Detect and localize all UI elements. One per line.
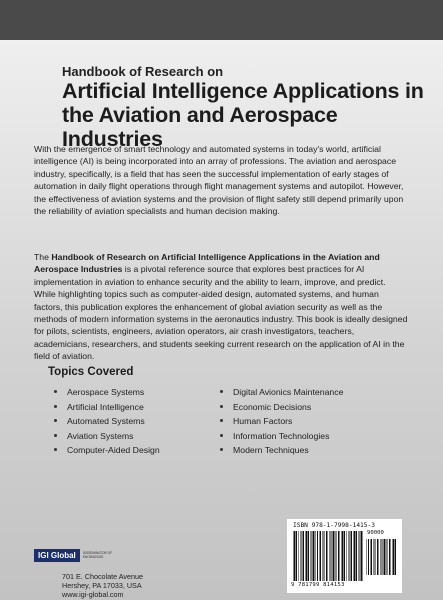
barcode-bar [315, 531, 316, 581]
publisher-logo [34, 546, 124, 564]
barcode-bar [356, 531, 358, 581]
barcode-block [287, 519, 402, 593]
topic-item [54, 429, 160, 444]
barcode-bar [347, 531, 348, 581]
barcode-bar [294, 531, 295, 581]
barcode-bar [361, 531, 363, 581]
barcode-bar [312, 531, 313, 581]
topics-list-right [220, 385, 343, 458]
topic-item [54, 400, 160, 415]
barcode-bar [373, 539, 374, 575]
topic-label: Digital Avionics Maintenance [233, 387, 344, 397]
barcode-bar [322, 531, 323, 581]
book-title: Artificial Intelligence Applications in the Aviation and Aerospace Industries [62, 79, 424, 151]
barcode-bar [360, 531, 361, 581]
topic-item [220, 429, 343, 444]
topic-label: Modern Techniques [233, 445, 309, 455]
barcode-bar [377, 539, 379, 575]
barcode-bar [393, 539, 394, 575]
bullet-icon [220, 419, 223, 422]
topic-item [54, 414, 160, 429]
bullet-icon [54, 390, 57, 393]
addon-price-text: 90000 [367, 530, 384, 536]
barcode-bar [336, 531, 337, 581]
barcode-bar [305, 531, 306, 581]
barcode-bar [387, 539, 388, 575]
book-subtitle: Handbook of Research on [62, 64, 224, 79]
barcode-bar [299, 531, 300, 581]
barcode-bar [303, 531, 305, 581]
bullet-icon [54, 448, 57, 451]
barcode-bar [308, 531, 310, 581]
barcode-bar [344, 531, 346, 581]
paragraph-2-text: is a pivotal reference source that explores best practices for AI implementation in aviation to enhance security and the ability to learn, improve, and predict. While highlighting topics such as computer-aided design, automated systems, and human factors, this publication explores the enhancement of global aviation security as well as the methods of modern information systems in the aeronautics industry. This book is ideally designed for pilots, scientists, engineers, aviation operators, air crash investigators, teachers, academicians, researchers, and students seeking current research on the application of AI in the field of aviation. [34, 264, 408, 362]
barcode-bar [375, 539, 376, 575]
barcode-bar [326, 531, 328, 581]
topic-label: Aerospace Systems [67, 387, 145, 397]
topic-label: Computer-Aided Design [67, 445, 160, 455]
barcode-bar [354, 531, 355, 581]
paragraph-2-prefix: The [34, 252, 52, 262]
barcode-bar [335, 531, 336, 581]
topics-list-left [54, 385, 160, 458]
barcode-bar [384, 539, 386, 575]
barcode-bar [351, 531, 353, 581]
bullet-icon [220, 448, 223, 451]
logo-tagline: DISSEMINATOR OF KNOWLEDGE [82, 551, 113, 559]
topic-label: Artificial Intelligence [67, 401, 144, 412]
barcode-bar [306, 531, 307, 581]
topics-heading: Topics Covered [48, 366, 134, 378]
barcode-bar [358, 531, 359, 581]
barcode-bar [380, 539, 381, 575]
ean-number-text: 9 781799 814153 [291, 582, 345, 588]
barcode-bar [368, 539, 369, 575]
topic-item [54, 385, 160, 400]
barcode-bar [329, 531, 330, 581]
bullet-icon [54, 434, 57, 437]
barcode-bar [317, 531, 318, 581]
description-paragraph-1: With the emergence of smart technology and automated systems in today's world, artificial intelligence (AI) is being incorporated into an array of professions. The aviation and aerospace industry, specifically, is a field that has seen the successful implementation of early stages of automation in daily flight operations through flight management systems and autopilot. However, the effectiveness of aviation systems and the provision of flight safety still depend primarily upon the reliability of aviation specialists and human decision making. [34, 144, 404, 217]
address-line: Hershey, PA 17033, USA [62, 581, 142, 591]
address-line: www.igi-global.com [62, 590, 124, 600]
barcode-bar [310, 531, 311, 581]
barcode-bar [338, 531, 340, 581]
topic-label: Automated Systems [67, 416, 145, 426]
barcode-bar [349, 531, 350, 581]
logo-wordmark: IGI Global [34, 549, 80, 562]
topic-label: Human Factors [233, 416, 293, 426]
barcode-bar [392, 539, 393, 575]
isbn-text: ISBN 978-1-7998-1415-3 [293, 522, 375, 529]
paragraph-2-book-title: Handbook of Research on Artificial Intelligence Applications in the Aviation and Aerospace Industries [34, 252, 380, 275]
address-line: 701 E. Chocolate Avenue [62, 572, 143, 581]
barcode-bar [382, 539, 383, 575]
addon-barcode-icon [366, 539, 396, 575]
barcode-bar [296, 531, 298, 581]
barcode-bar [366, 539, 367, 575]
topic-item [220, 414, 343, 429]
bullet-icon [54, 419, 57, 422]
barcode-bar [320, 531, 322, 581]
barcode-bar [331, 531, 332, 581]
topic-item [220, 400, 343, 415]
barcode-bar [371, 539, 373, 575]
barcode-bar [395, 539, 397, 575]
barcode-bar [301, 531, 302, 581]
barcode-bar [353, 531, 354, 581]
topic-label: Information Technologies [233, 430, 330, 441]
barcode-bar [342, 531, 343, 581]
topic-label: Economic Decisions [233, 401, 312, 412]
barcode-bar [313, 531, 315, 581]
topic-item [220, 385, 343, 400]
publisher-address [62, 572, 143, 600]
barcode-bar [389, 539, 391, 575]
bullet-icon [54, 405, 57, 408]
barcode-bar [386, 539, 387, 575]
topic-item [54, 443, 160, 458]
topic-item [220, 443, 343, 458]
description-paragraph-2 [34, 251, 409, 363]
top-band [0, 0, 443, 40]
bullet-icon [220, 405, 223, 408]
barcode-bar [341, 531, 342, 581]
barcode-bar [293, 531, 294, 581]
ean-barcode-icon [293, 531, 363, 581]
barcode-bar [333, 531, 335, 581]
bullet-icon [220, 390, 223, 393]
barcode-bar [324, 531, 325, 581]
topic-label: Aviation Systems [67, 430, 134, 441]
bullet-icon [220, 434, 223, 437]
